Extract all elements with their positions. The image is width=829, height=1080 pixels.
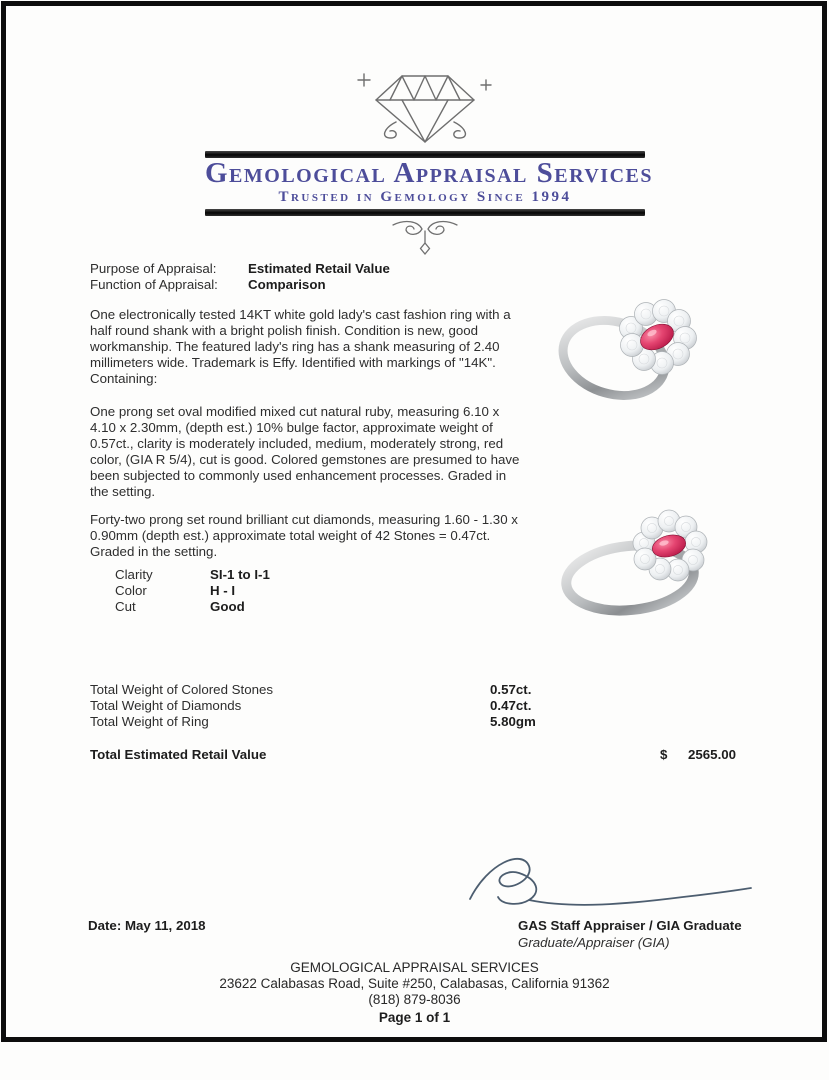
cut-value: Good xyxy=(210,599,245,614)
appraisal-date: Date: May 11, 2018 xyxy=(88,918,206,933)
grade-row-clarity xyxy=(115,567,270,583)
weight-totals xyxy=(90,682,536,730)
total-value-currency: $ xyxy=(660,747,668,762)
color-value: H - I xyxy=(210,583,236,598)
total-value-label: Total Estimated Retail Value xyxy=(90,747,267,762)
total-row-ring xyxy=(90,714,536,730)
footer-address: 23622 Calabasas Road, Suite #250, Calabasas, California 91362 xyxy=(219,976,610,991)
org-name-heading: Gemological Appraisal Services xyxy=(205,157,653,189)
total-row-colored-stones xyxy=(90,682,536,698)
colored-stones-label: Total Weight of Colored Stones xyxy=(90,682,274,697)
diamond-logo-icon xyxy=(350,68,500,150)
description-paragraph-1: One electronically tested 14KT white gold lady's cast fashion ring with a half round shank with a bright polish finish. Condition is new, good workmanship. The featured lady's ring has a shank measuring of 2.40 millimeters wide. Trademark is Effy. Identified with markings of "14K". Containing: xyxy=(90,307,511,386)
colored-stones-value: 0.57ct. xyxy=(490,682,532,697)
grade-table xyxy=(115,567,270,615)
footer xyxy=(0,960,829,1026)
color-label: Color xyxy=(115,583,147,598)
description-paragraph-3: Forty-two prong set round brilliant cut diamonds, measuring 1.60 - 1.30 x 0.90mm (depth est.) approximate total weight of 42 Stones = 0.47ct. Graded in the setting. xyxy=(90,512,518,559)
function-label: Function of Appraisal: xyxy=(90,277,218,292)
appraiser-signature xyxy=(448,845,763,920)
diamonds-value: 0.47ct. xyxy=(490,698,532,713)
footer-phone: (818) 879-8036 xyxy=(368,992,461,1007)
appraiser-subtitle: Graduate/Appraiser (GIA) xyxy=(518,935,670,950)
description-paragraph-2: One prong set oval modified mixed cut natural ruby, measuring 6.10 x 4.10 x 2.30mm, (depth est.) 10% bulge factor, approximate weight of 0.57ct., clarity is moderately included, medium, moderately strong, red color, (GIA R 5/4), cut is good. Colored gemstones are presumed to have been subjected to commonly used enhancement processes. Graded in the setting. xyxy=(90,404,520,499)
cut-label: Cut xyxy=(115,599,136,614)
ring-photo-top-view xyxy=(552,292,722,404)
clarity-label: Clarity xyxy=(115,567,153,582)
grade-row-cut xyxy=(115,599,270,615)
purpose-label: Purpose of Appraisal: xyxy=(90,261,217,276)
appraiser-title: GAS Staff Appraiser / GIA Graduate xyxy=(518,918,742,933)
function-value: Comparison xyxy=(248,277,326,292)
total-row-diamonds xyxy=(90,698,536,714)
clarity-value: SI-1 to I-1 xyxy=(210,567,270,582)
footer-page-number: Page 1 of 1 xyxy=(378,1010,451,1025)
ring-photo-side-view xyxy=(550,502,732,624)
total-value-amount: 2565.00 xyxy=(688,747,737,762)
flourish-ornament-icon xyxy=(385,217,465,257)
function-row xyxy=(90,277,326,293)
purpose-row xyxy=(90,261,390,277)
grade-row-color xyxy=(115,583,270,599)
org-tagline: Trusted in Gemology Since 1994 xyxy=(278,189,572,205)
ring-weight-value: 5.80gm xyxy=(490,714,536,729)
diamonds-label: Total Weight of Diamonds xyxy=(90,698,242,713)
divider-bar-bottom xyxy=(205,209,645,216)
footer-org-name: GEMOLOGICAL APPRAISAL SERVICES xyxy=(290,960,539,975)
purpose-value: Estimated Retail Value xyxy=(248,261,390,276)
ring-weight-label: Total Weight of Ring xyxy=(90,714,209,729)
